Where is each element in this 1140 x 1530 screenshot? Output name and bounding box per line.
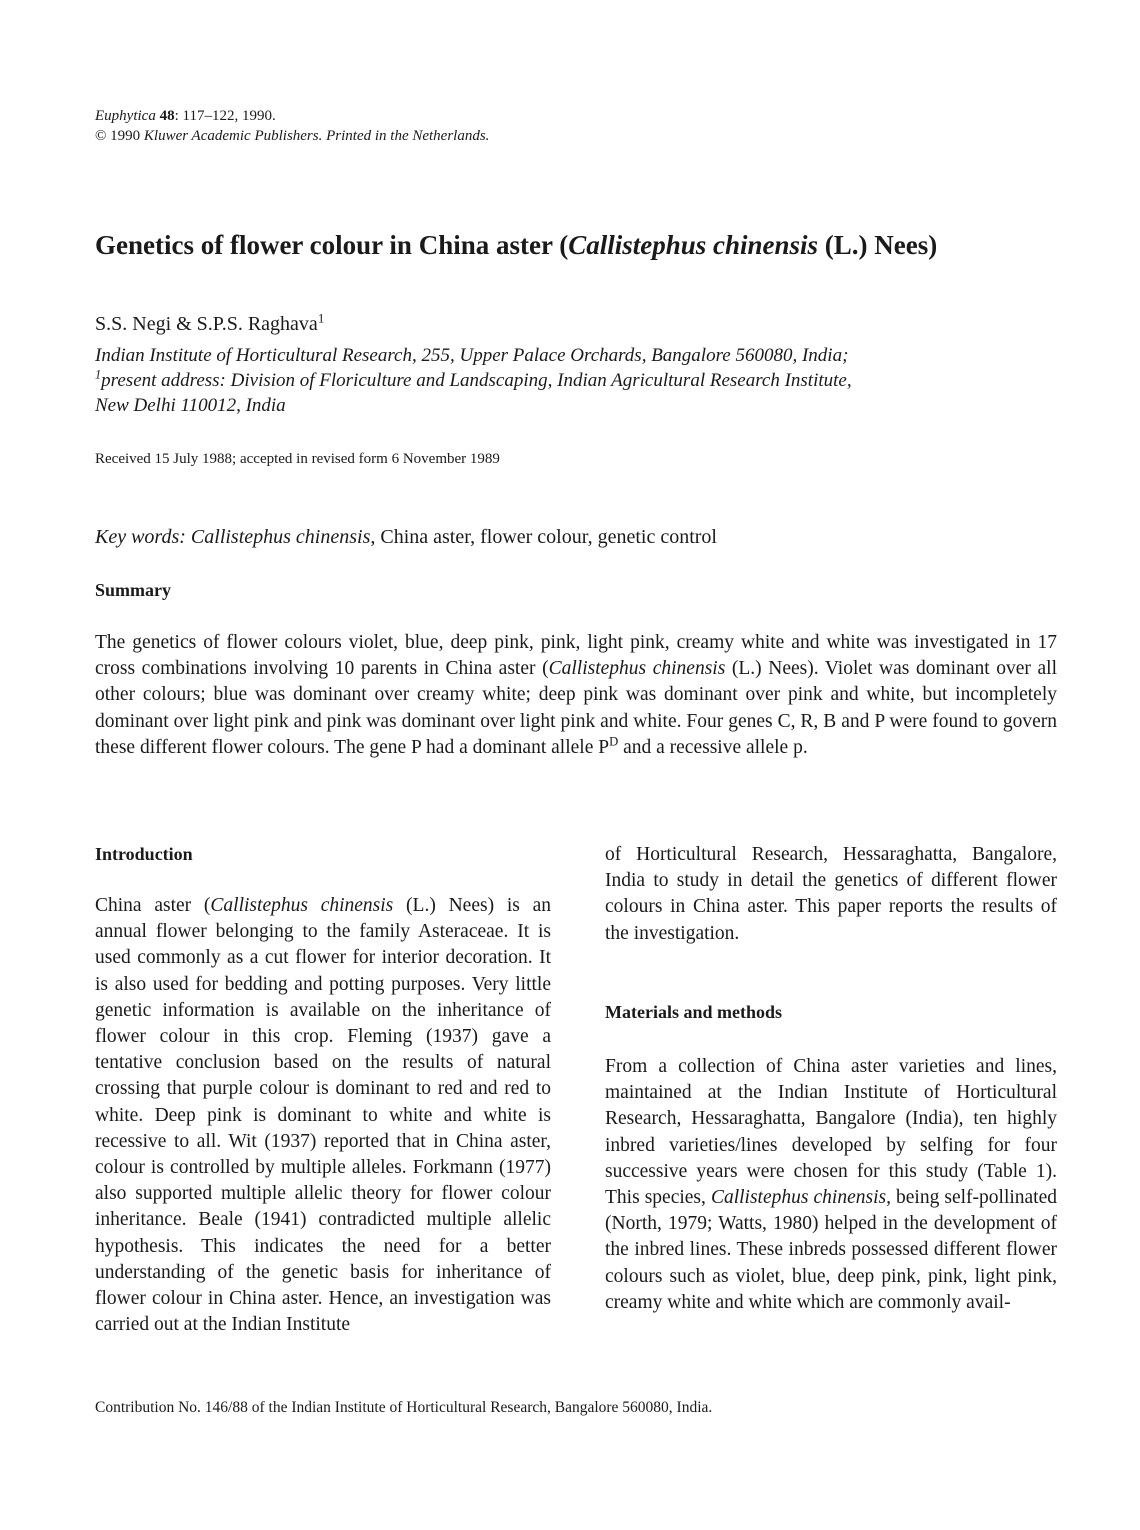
introduction-heading: Introduction <box>95 844 193 864</box>
summary-part-b: (L.) Nees). Violet was dominant over all other colours; blue was dominant over creamy white; deep pink was dominant over pink and white, but incompletely dominant over light pink and pink was dominant over light pink and white. Four genes C, R, B and P were found to govern these different flower colours. The gene P had a dominant allele P <box>95 658 1057 758</box>
copyright-year: 1990 <box>110 128 141 144</box>
publisher: Kluwer Academic Publishers. Printed in the Netherlands. <box>143 128 490 144</box>
authors <box>95 312 324 336</box>
journal-volume: 48 <box>159 108 175 124</box>
affiliation-line-3: New Delhi 110012, India <box>95 395 286 416</box>
intro-part-a: China aster ( <box>95 895 211 916</box>
summary-part-a: The genetics of flower colours violet, blue, deep pink, pink, light pink, creamy white and white was investigated in 17 cross combinations involving 10 parents in China aster ( <box>95 632 1057 680</box>
summary-part-c: and a recessive allele p. <box>618 736 808 758</box>
affiliation-marker: 1 <box>95 367 102 382</box>
affiliation-line-2-text: present address: Division of Floriculture and Landscaping, Indian Agricultural Research Institute, <box>101 370 852 391</box>
summary-species: Callistephus chinensis <box>548 658 726 680</box>
intro-part-b: (L.) Nees) is an annual flower belonging to the family Asteraceae. It is used commonly as a cut flower for interior decoration. It is also used for bedding and potting purposes. Very little genetic information is available on the inheritance of flower colour in this crop. Fleming (1937) gave a tentative conclusion based on the results of natural crossing that purple colour is dominant to red and red to white. Deep pink is dominant to white and white is recessive to all. Wit (1937) reported that in China aster, colour is controlled by multiple alleles. Forkmann (1977) also supported multiple allelic theory for flower colour inheritance. Beale (1941) contradicted multiple allelic hypothesis. This indicates the need for a better understanding of the genetic basis for inheritance of flower colour in China aster. Hence, an investigation was carried out at the Indian Institute <box>95 895 551 1336</box>
introduction-continued: of Horticultural Research, Hessaraghatta, Bangalore, India to study in detail the genetics of different flower colours in China aster. This paper reports the results of the investigation. <box>605 844 1057 944</box>
journal-name: Euphytica <box>95 108 156 124</box>
methods-species: Callistephus chinensis, <box>710 1187 891 1209</box>
methods-part-a: From a collection of China aster varieties and lines, maintained at the Indian Institute of Horticultural Research, Hessaraghatta, Bangalore (India), ten highly inbred varieties/lines developed by selfing for four successive years were chosen for this study (Table 1). This species, <box>605 1056 1057 1209</box>
citation-line <box>95 106 489 126</box>
summary-text <box>95 630 1057 761</box>
title-text-end: (L.) Nees) <box>818 230 938 260</box>
title-species: Callistephus chinensis <box>568 230 819 260</box>
received-dates: Received 15 July 1988; accepted in revised form 6 November 1989 <box>95 451 500 467</box>
allele-superscript: D <box>609 734 619 749</box>
author-names: S.S. Negi & S.P.S. Raghava <box>95 313 318 335</box>
affiliation <box>95 343 1055 418</box>
methods-heading: Materials and methods <box>605 1002 782 1022</box>
intro-species: Callistephus chinensis <box>210 895 394 916</box>
summary-heading: Summary <box>95 580 171 600</box>
paper-title <box>95 228 1055 262</box>
affiliation-line-1: Indian Institute of Horticultural Research, 255, Upper Palace Orchards, Bangalore 560080, India; <box>95 345 849 366</box>
journal-pages: : 117–122, 1990. <box>174 108 276 124</box>
copyright-line <box>95 126 489 146</box>
journal-citation <box>95 106 489 146</box>
keywords-label: Key words: <box>95 526 186 548</box>
contribution-footnote: Contribution No. 146/88 of the Indian Institute of Horticultural Research, Bangalore 560080, India. <box>95 1399 713 1416</box>
keywords-species: Callistephus chinensis, <box>190 526 376 548</box>
keywords-list: China aster, flower colour, genetic control <box>380 526 717 548</box>
keywords <box>95 524 717 550</box>
methods-text <box>605 1054 1057 1316</box>
affiliation-line-2 <box>95 368 1055 393</box>
introduction-text <box>95 893 551 1338</box>
title-text: Genetics of flower colour in China aster ( <box>95 230 569 260</box>
methods-part-b: being self-pollinated (North, 1979; Watts, 1980) helped in the development of the inbred lines. These inbreds possessed different flower colours such as violet, blue, deep pink, pink, light pink, creamy white and white which are commonly avail- <box>605 1187 1058 1313</box>
author-footnote-marker: 1 <box>317 310 325 326</box>
copyright-symbol: © <box>95 128 107 144</box>
